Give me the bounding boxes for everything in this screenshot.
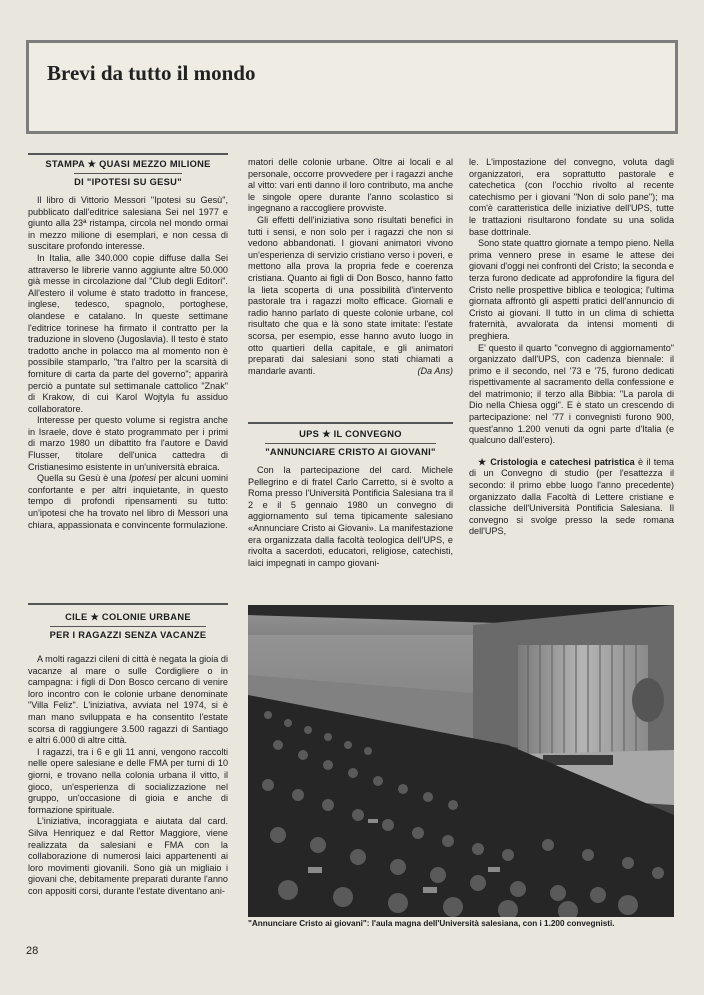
lead-in: ★ Cristologia e catechesi patristica	[478, 456, 635, 467]
aula-magna-photo	[248, 605, 674, 917]
heading-line-2: PER I RAGAZZI SENZA VACANZE	[50, 626, 207, 642]
article-ups-continued	[469, 157, 674, 538]
article-stampa	[28, 153, 228, 531]
paragraph: E' questo il quarto "convegno di aggiornamento" organizzato dall'UPS, con cadenza biennale: il primo e il secondo, nel '73 e '75, furono dedicati rispettivamente al sacramento della confessione e del matrimonio; il terzo alla Bibbia: "La parola di Dio nella Chiesa oggi". E è stato un crescendo di partecipazione: nel '77 i convegnisti furono 900, quest'anno 1.200 venuti da ogni parte d'Italia (e qualcuno dall'estero).	[469, 342, 674, 446]
page-number: 28	[26, 945, 39, 957]
article-ups	[248, 422, 453, 569]
paragraph: Sono state quattro giornate a tempo pieno. Nella prima vennero prese in esame le attese dei giovani d'oggi nei confronti del Cristo; la seconda e terza furono dedicate ad approfondire la figura del Cristo nelle prospettive biblica e teologica; l'ultima giornata affrontò gli aspetti pratici dell'annuncio di Cristo ai giovani. Il tutto in un clima di schietta fraternità, avvalorata da intensi momenti di preghiera.	[469, 238, 674, 341]
paragraph: ★ Cristologia e catechesi patristica è il tema di un Convegno di studio (per l'esattezza il secondo: il primo ebbe luogo l'anno precedente) organizzato dalla Facoltà di Lettere cristiane e classiche dell'Università Pontificia Salesiana. Il convegno si svolge presso la sede romana dell'UPS,	[469, 456, 674, 537]
paragraph: In Italia, alle 340.000 copie diffuse dalla Sei attraverso le librerie vanno aggiunte altre 50.000 già messe in circolazione dal "Club degli Editori". All'estero il volume è stato tradotto in francese, inglese, tedesco, spagnolo, portoghese, olandese e catalano. In queste settimane l'editrice torinese ha firmato il contratto per la traduzione in sloveno (Jugoslavia). Il testo è stato tradotto anche in polacco ma al momento non è possibile stamparlo, "tra l'altro per la scarsità di forniture di carta da parte del governo"; apparirà perciò a puntate sul settimanale cattolico "Znak" di Krakow, di cui Karol Wojtyla fu assiduo collaboratore.	[28, 252, 228, 414]
paragraph: L'iniziativa, incoraggiata e aiutata dal card. Silva Henriquez e dal Rettor Maggiore, viene realizzata da salesiani e FMA con la collaborazione di numerosi laici appartenenti ai loro movimenti giovanili. Sono già un migliaio i giovani che, debitamente preparati durante l'anno con appositi corsi, durante l'estate diventano ani-	[28, 816, 228, 896]
heading-line-2: "ANNUNCIARE CRISTO AI GIOVANI"	[265, 443, 436, 459]
paragraph: Con la partecipazione del card. Michele Pellegrino e di fratel Carlo Carretto, si è svolto a Roma presso l'Università Pontificia Salesiana tra il 2 e il 5 gennaio 1980 un convegno di aggiornamento sul tema tipicamente salesiano «Annunciare Cristo ai Giovani». La manifestazione era organizzata dalla facoltà teologica dell'UPS, e rivolta a sacerdoti, educatori, religiose, catechisti, laici impegnati in campo giovani-	[248, 465, 453, 568]
article-colonie-continued	[248, 157, 453, 377]
divider	[248, 422, 453, 424]
article-heading	[248, 428, 453, 459]
paragraph: le. L'impostazione del convegno, voluta dagli organizzatori, era soprattutto pastorale e catechetica (con l'occhio rivolto al recente catechismo per i giovani "Non di solo pane"); ma com'è caratteristica delle iniziative dell'UPS, tutte le trattazioni risultarono fondate su una solida base dottrinale.	[469, 157, 674, 237]
heading-line-1: CILE ★ COLONIE URBANE	[65, 612, 191, 622]
section-header-box	[26, 40, 678, 134]
heading-line-2: DI "IPOTESI SU GESU"	[74, 173, 182, 189]
article-cile	[28, 603, 228, 897]
paragraph: Gli effetti dell'iniziativa sono risultati benefici in tutti i sensi, e non solo per i ragazzi che non si vedono abbandonati. I giovani animatori vivono un'esperienza di servizio cristiano verso i poveri, e mettono alla prova la propria fede e coerenza cristiana. Quanto ai figli di Don Bosco, hanno fatto la lieta scoperta di una possibilità d'intervento pastorale tra i ragazzi molto efficace. Giornali e radio hanno parlato di queste colonie urbane, col risultato che qua e là sono state imitate: l'estate scorsa, per esempio, esse hanno avuto luogo in otto quartieri della capitale, e gli animatori preparati dai salesiani sono stati chiamati a mandarle avanti. (Da Ans)	[248, 214, 453, 376]
article-heading	[28, 611, 228, 642]
paragraph: Quella su Gesù è una Ipotesi per alcuni uomini confortante e per altri inquietante, in questo tempo di profondi ripensamenti su tutto: un'ipotesi che ha trovato nel libro di Messori una chiara, appassionata e convincente formulazione.	[28, 473, 228, 530]
paragraph: Interesse per questo volume si registra anche in Israele, dove è stato programmato per i primi di marzo 1980 un dibattito fra l'autore e David Flusser, titolare dell'unica cattedra di Cristianesimo esistente in un'università ebraica.	[28, 415, 228, 472]
paragraph: matori delle colonie urbane. Oltre ai locali e al personale, occorre provvedere per i ragazzi anche al vitto: vari enti danno il loro contributo, ma anche le singole opere durante l'anno scolastico si ingegnano a raccogliere provviste.	[248, 157, 453, 214]
paragraph: I ragazzi, tra i 6 e gli 11 anni, vengono raccolti nelle opere salesiane e delle FMA per turni di 10 giorni, e trovano nella colonia urbana il vitto, il gioco, un'esperienza di socializzazione nel gruppo, un'occasione di gioia e anche di formazione spirituale.	[28, 746, 228, 815]
paragraph: Il libro di Vittorio Messori "Ipotesi su Gesù", pubblicato dall'editrice salesiana Sei nel 1977 e giunto alla 23ª ristampa, circola nel mondo ormai in mezzo milione di esemplari, e non cessa di suscitare profondo interesse.	[28, 195, 228, 252]
divider	[28, 153, 228, 155]
heading-line-1: STAMPA ★ QUASI MEZZO MILIONE	[45, 159, 211, 169]
section-title: Brevi da tutto il mondo	[47, 61, 256, 85]
paragraph: A molti ragazzi cileni di città è negata la gioia di vacanze al mare o sulle Cordigliere o in campagna: i figli di Don Bosco cercano di venire loro incontro con le colonie urbane denominate "Villa Feliz". L'iniziativa, avviata nel 1974, si è man mano sviluppata e ha consentito l'estate scorsa di raggiungere 3.500 ragazzi di Santiago e altri 6.000 di altre città.	[28, 654, 228, 746]
divider	[28, 603, 228, 605]
article-heading	[28, 158, 228, 189]
photo-caption: "Annunciare Cristo ai giovani": l'aula magna dell'Università salesiana, con i 1.200 convegnisti.	[248, 919, 615, 928]
source-credit: (Da Ans)	[417, 365, 453, 376]
heading-line-1: UPS ★ IL CONVEGNO	[299, 429, 402, 439]
